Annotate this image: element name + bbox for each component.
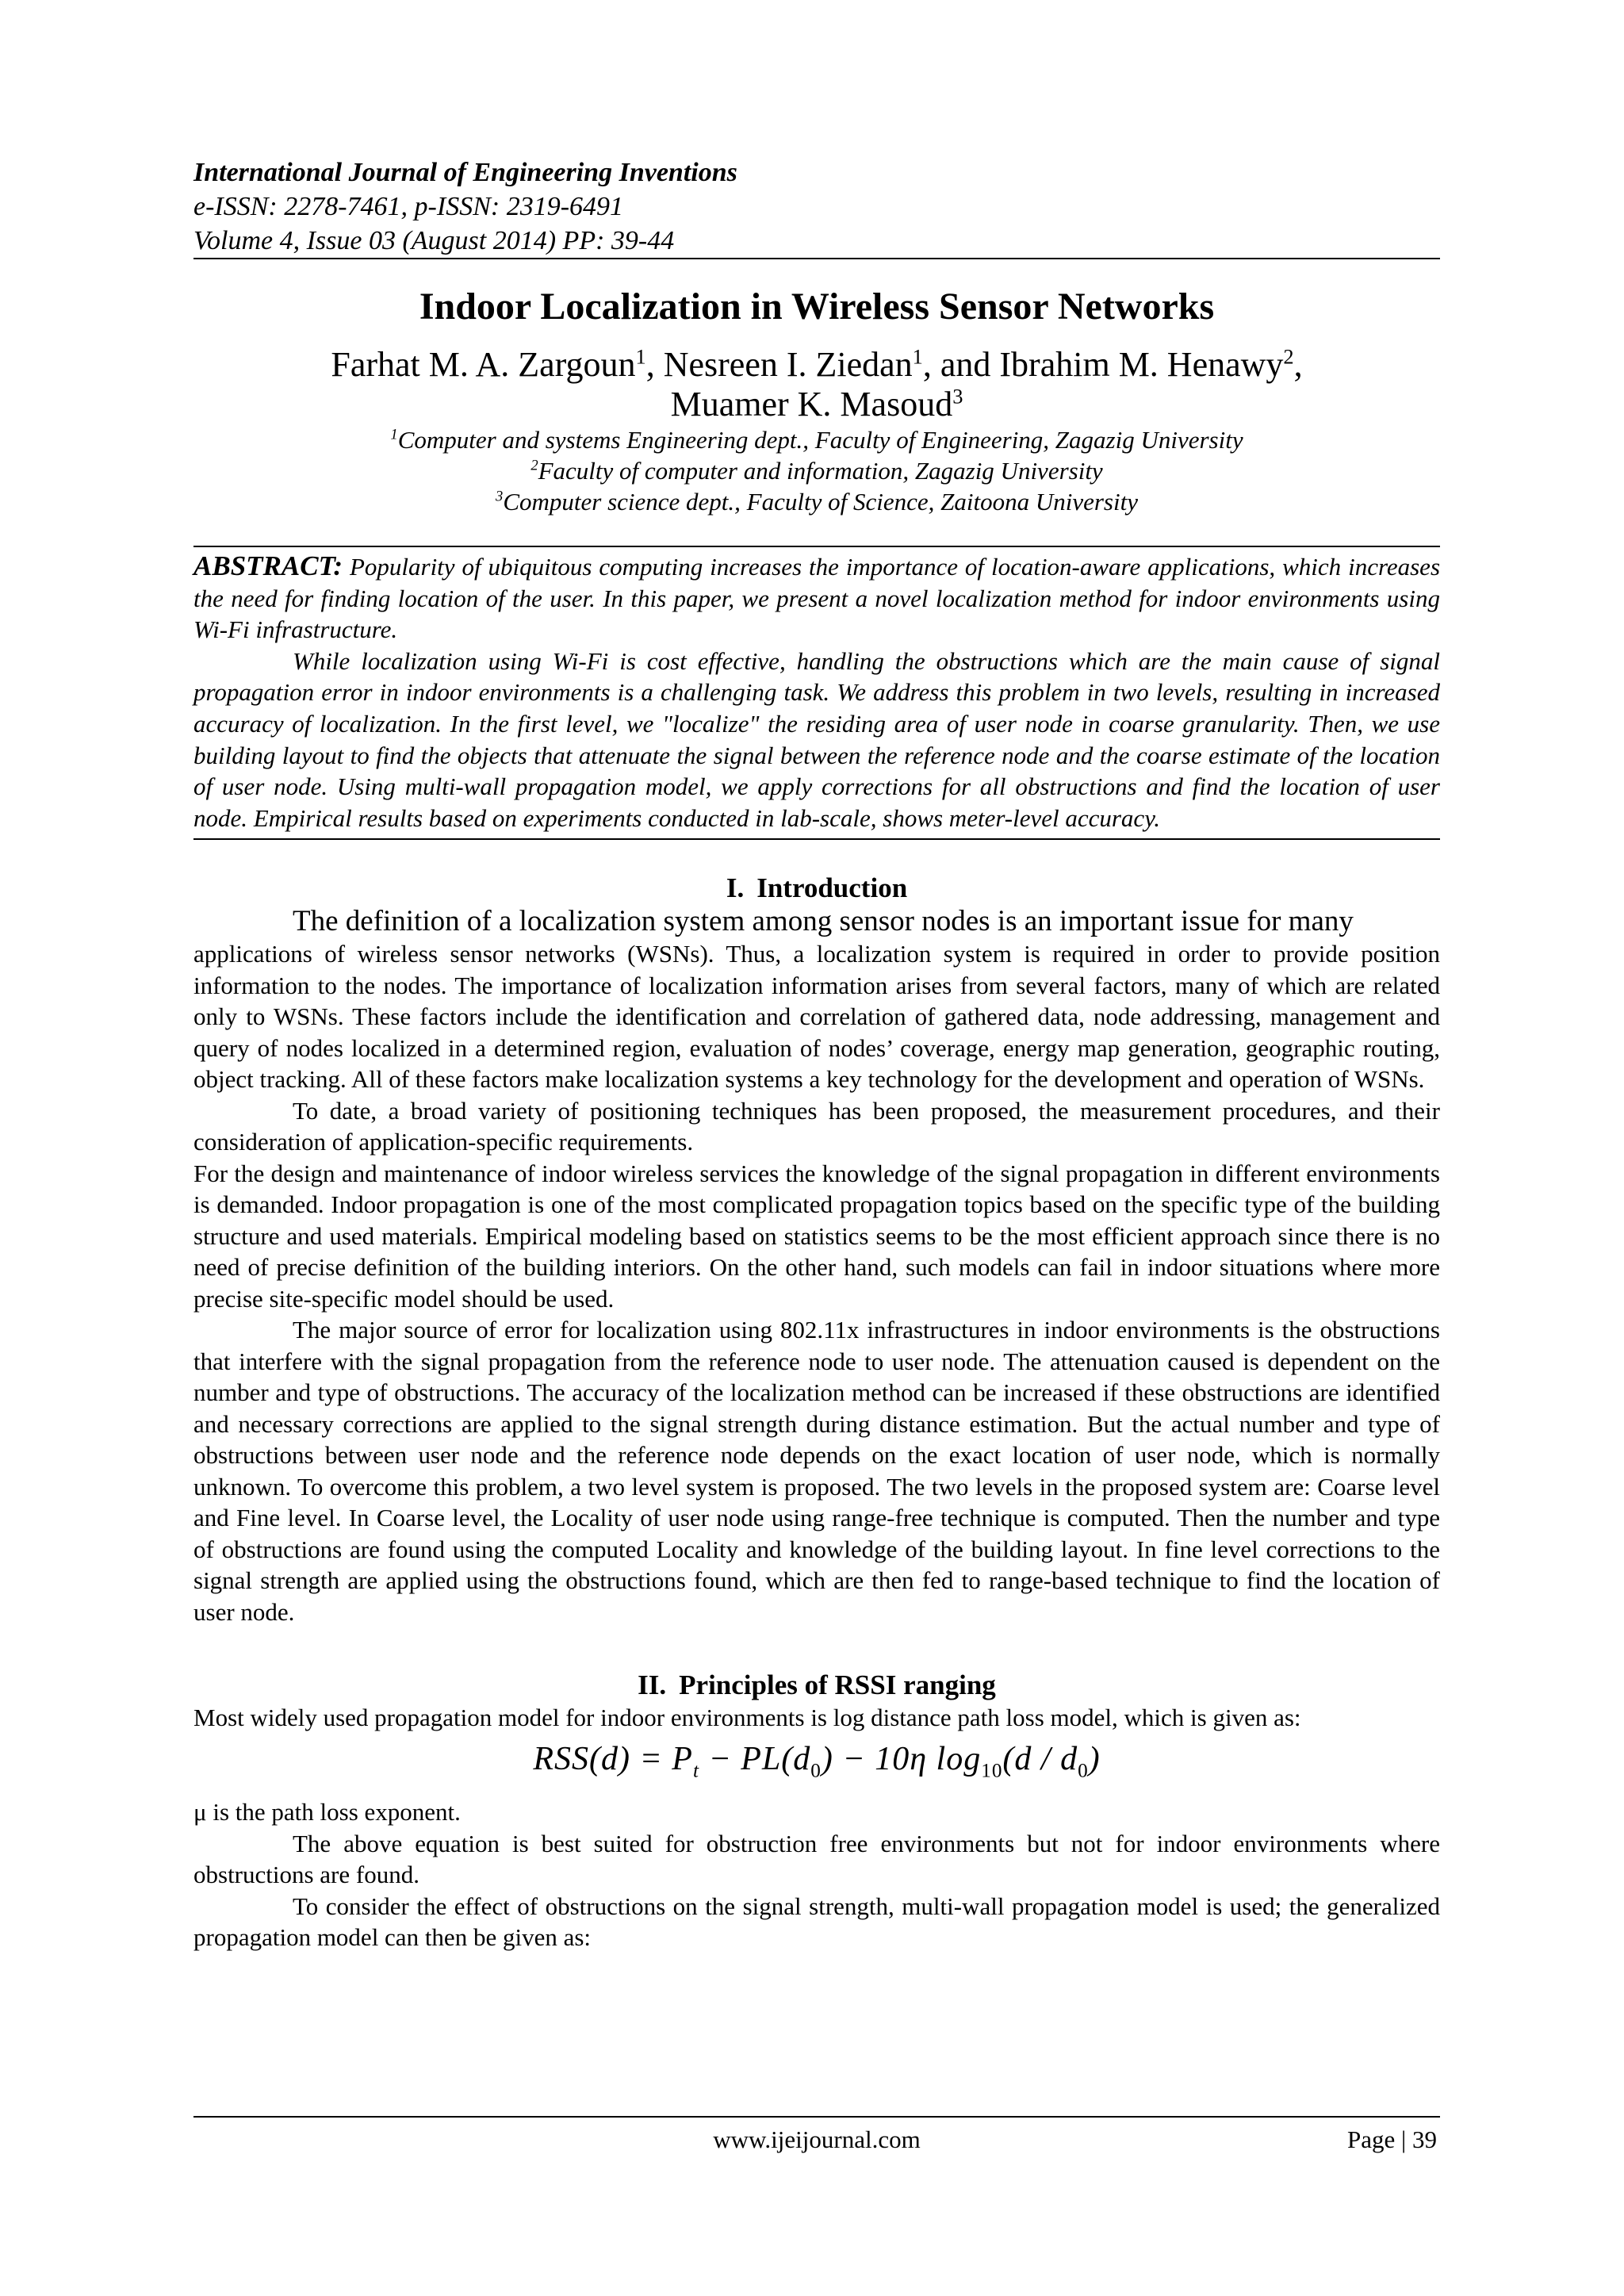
affiliation xyxy=(193,486,1440,517)
body-paragraph: applications of wireless sensor networks (WSNs). Thus, a localization system is required in order to provide position information to the nodes. The importance of localization information arises from several factors, many of which are related only to WSNs. These factors include the identification and correlation of gathered data, node addressing, management and query of nodes localized in a determined region, evaluation of nodes’ coverage, energy map generation, geographic routing, object tracking. All of these factors make localization systems a key technology for the development and operation of WSNs. xyxy=(193,940,1440,1094)
paper-page xyxy=(193,155,1440,1953)
equation-rss xyxy=(193,1738,1440,1792)
equation-subscript: 0 xyxy=(810,1760,822,1782)
affiliation-mark: 3 xyxy=(496,488,504,505)
author-affil-mark: 1 xyxy=(635,344,646,369)
author-name: Farhat M. A. Zargoun xyxy=(331,345,636,384)
body-paragraph: To consider the effect of obstructions on the signal strength, multi-wall propagation model is used; the generalized propagation model can then be given as: xyxy=(193,1892,1440,1952)
equation-part: RSS(d) = P xyxy=(533,1740,693,1777)
section-body xyxy=(193,905,1440,1627)
equation-subscript: 0 xyxy=(1078,1760,1089,1782)
journal-issn: e-ISSN: 2278-7461, p-ISSN: 2319-6491 xyxy=(193,192,624,221)
abstract-paragraph: While localization using Wi-Fi is cost effective, handling the obstructions which are the main cause of signal propagation error in indoor environments is a challenging task. We address this problem in two levels, resulting in increased accuracy of localization. In the first level, we "localize" the residing area of user node in coarse granularity. Then, we use building layout to find the objects that attenuate the signal between the reference node and the coarse estimate of the location of user node. Using multi-wall propagation model, we apply corrections for all obstructions and find the location of user node. Empirical results based on experiments conducted in lab-scale, shows meter-level accuracy. xyxy=(193,646,1440,832)
abstract-paragraph: Popularity of ubiquitous computing increases the importance of location-aware applications, which increases the need for finding location of the user. In this paper, we present a novel localization method for indoor environments using Wi-Fi infrastructure. xyxy=(193,553,1441,644)
affiliation-list xyxy=(193,424,1440,517)
abstract-bottom-rule xyxy=(193,838,1440,840)
section-heading xyxy=(193,1669,1440,1702)
author-affil-mark: 1 xyxy=(912,344,923,369)
author-name: , and Ibrahim M. Henawy xyxy=(922,345,1284,384)
abstract-block xyxy=(193,547,1440,838)
page-footer xyxy=(193,2116,1440,2153)
body-paragraph: μ is the path loss exponent. xyxy=(193,1798,461,1826)
body-paragraph: Most widely used propagation model for indoor environments is log distance path loss model, which is given as: xyxy=(193,1704,1301,1732)
section-title: Introduction xyxy=(756,872,908,904)
equation-part: ) − 10η log xyxy=(821,1740,982,1777)
affiliation-text: Faculty of computer and information, Zagazig University xyxy=(538,457,1103,485)
section-heading xyxy=(193,872,1440,905)
body-paragraph: To date, a broad variety of positioning techniques has been proposed, the measurement procedures, and their consideration of application-specific requirements. xyxy=(193,1096,1440,1156)
abstract-label: ABSTRACT: xyxy=(193,550,343,581)
paper-title: Indoor Localization in Wireless Sensor Networks xyxy=(419,286,1215,328)
body-paragraph: For the design and maintenance of indoor wireless services the knowledge of the signal propagation in different environments is demanded. Indoor propagation is one of the most complicated propagation topics based on the specific type of the building structure and used materials. Empirical modeling based on statistics seems to be the most efficient approach since there is no need of precise definition of the building interiors. On the other hand, such models can fail in indoor situations where more precise site-specific model should be used. xyxy=(193,1159,1440,1313)
section-title: Principles of RSSI ranging xyxy=(679,1669,996,1701)
author-separator: , xyxy=(1293,345,1303,384)
equation-subscript: 10 xyxy=(981,1760,1003,1782)
affiliation xyxy=(193,424,1440,455)
author-affil-mark: 2 xyxy=(1283,344,1294,369)
affiliation-text: Computer and systems Engineering dept., Faculty of Engineering, Zagazig University xyxy=(397,426,1243,454)
author-name: Muamer K. Masoud xyxy=(670,385,953,424)
equation-part: (d / d xyxy=(1002,1740,1078,1777)
author-affil-mark: 3 xyxy=(952,384,963,408)
section-number: II. xyxy=(638,1669,667,1701)
journal-volume: Volume 4, Issue 03 (August 2014) PP: 39-44 xyxy=(193,226,675,255)
author-name: , Nesreen I. Ziedan xyxy=(645,345,913,384)
footer-page-number: Page | 39 xyxy=(1347,2125,1437,2153)
affiliation xyxy=(193,455,1440,486)
affiliation-mark: 2 xyxy=(530,457,538,474)
author-list xyxy=(193,345,1440,424)
affiliation-mark: 1 xyxy=(390,426,398,443)
footer-website: www.ijeijournal.com xyxy=(713,2125,921,2153)
equation-part: ) xyxy=(1088,1740,1101,1777)
equation-part: − PL(d xyxy=(699,1740,811,1777)
section-number: I. xyxy=(726,872,745,904)
affiliation-text: Computer science dept., Faculty of Science, Zaitoona University xyxy=(503,488,1138,516)
body-paragraph: The major source of error for localization using 802.11x infrastructures in indoor environments is the obstructions that interfere with the signal propagation from the reference node to user node. The attenuation caused is dependent on the number and type of obstructions. The accuracy of the localization method can be increased if these obstructions are identified and necessary corrections are applied to the signal strength during distance estimation. But the actual number and type of obstructions between user node and the reference node depends on the exact location of user node, which is normally unknown. To overcome this problem, a two level system is proposed. The two levels in the proposed system are: Coarse level and Fine level. In Coarse level, the Locality of user node using range-free technique is computed. Then the number and type of obstructions are found using the computed Locality and knowledge of the building layout. In fine level corrections to the signal strength are applied using the obstructions found, which are then fed to range-based technique to find the location of user node. xyxy=(193,1316,1440,1626)
journal-name: International Journal of Engineering Inventions xyxy=(193,158,737,187)
body-paragraph: The definition of a localization system among sensor nodes is an important issue for many xyxy=(293,905,1354,938)
section-body xyxy=(193,1702,1440,1953)
journal-header xyxy=(193,155,1440,258)
body-paragraph: The above equation is best suited for obstruction free environments but not for indoor environments where obstructions are found. xyxy=(193,1829,1440,1889)
equation-subscript: t xyxy=(692,1760,699,1782)
header-rule xyxy=(193,258,1440,259)
